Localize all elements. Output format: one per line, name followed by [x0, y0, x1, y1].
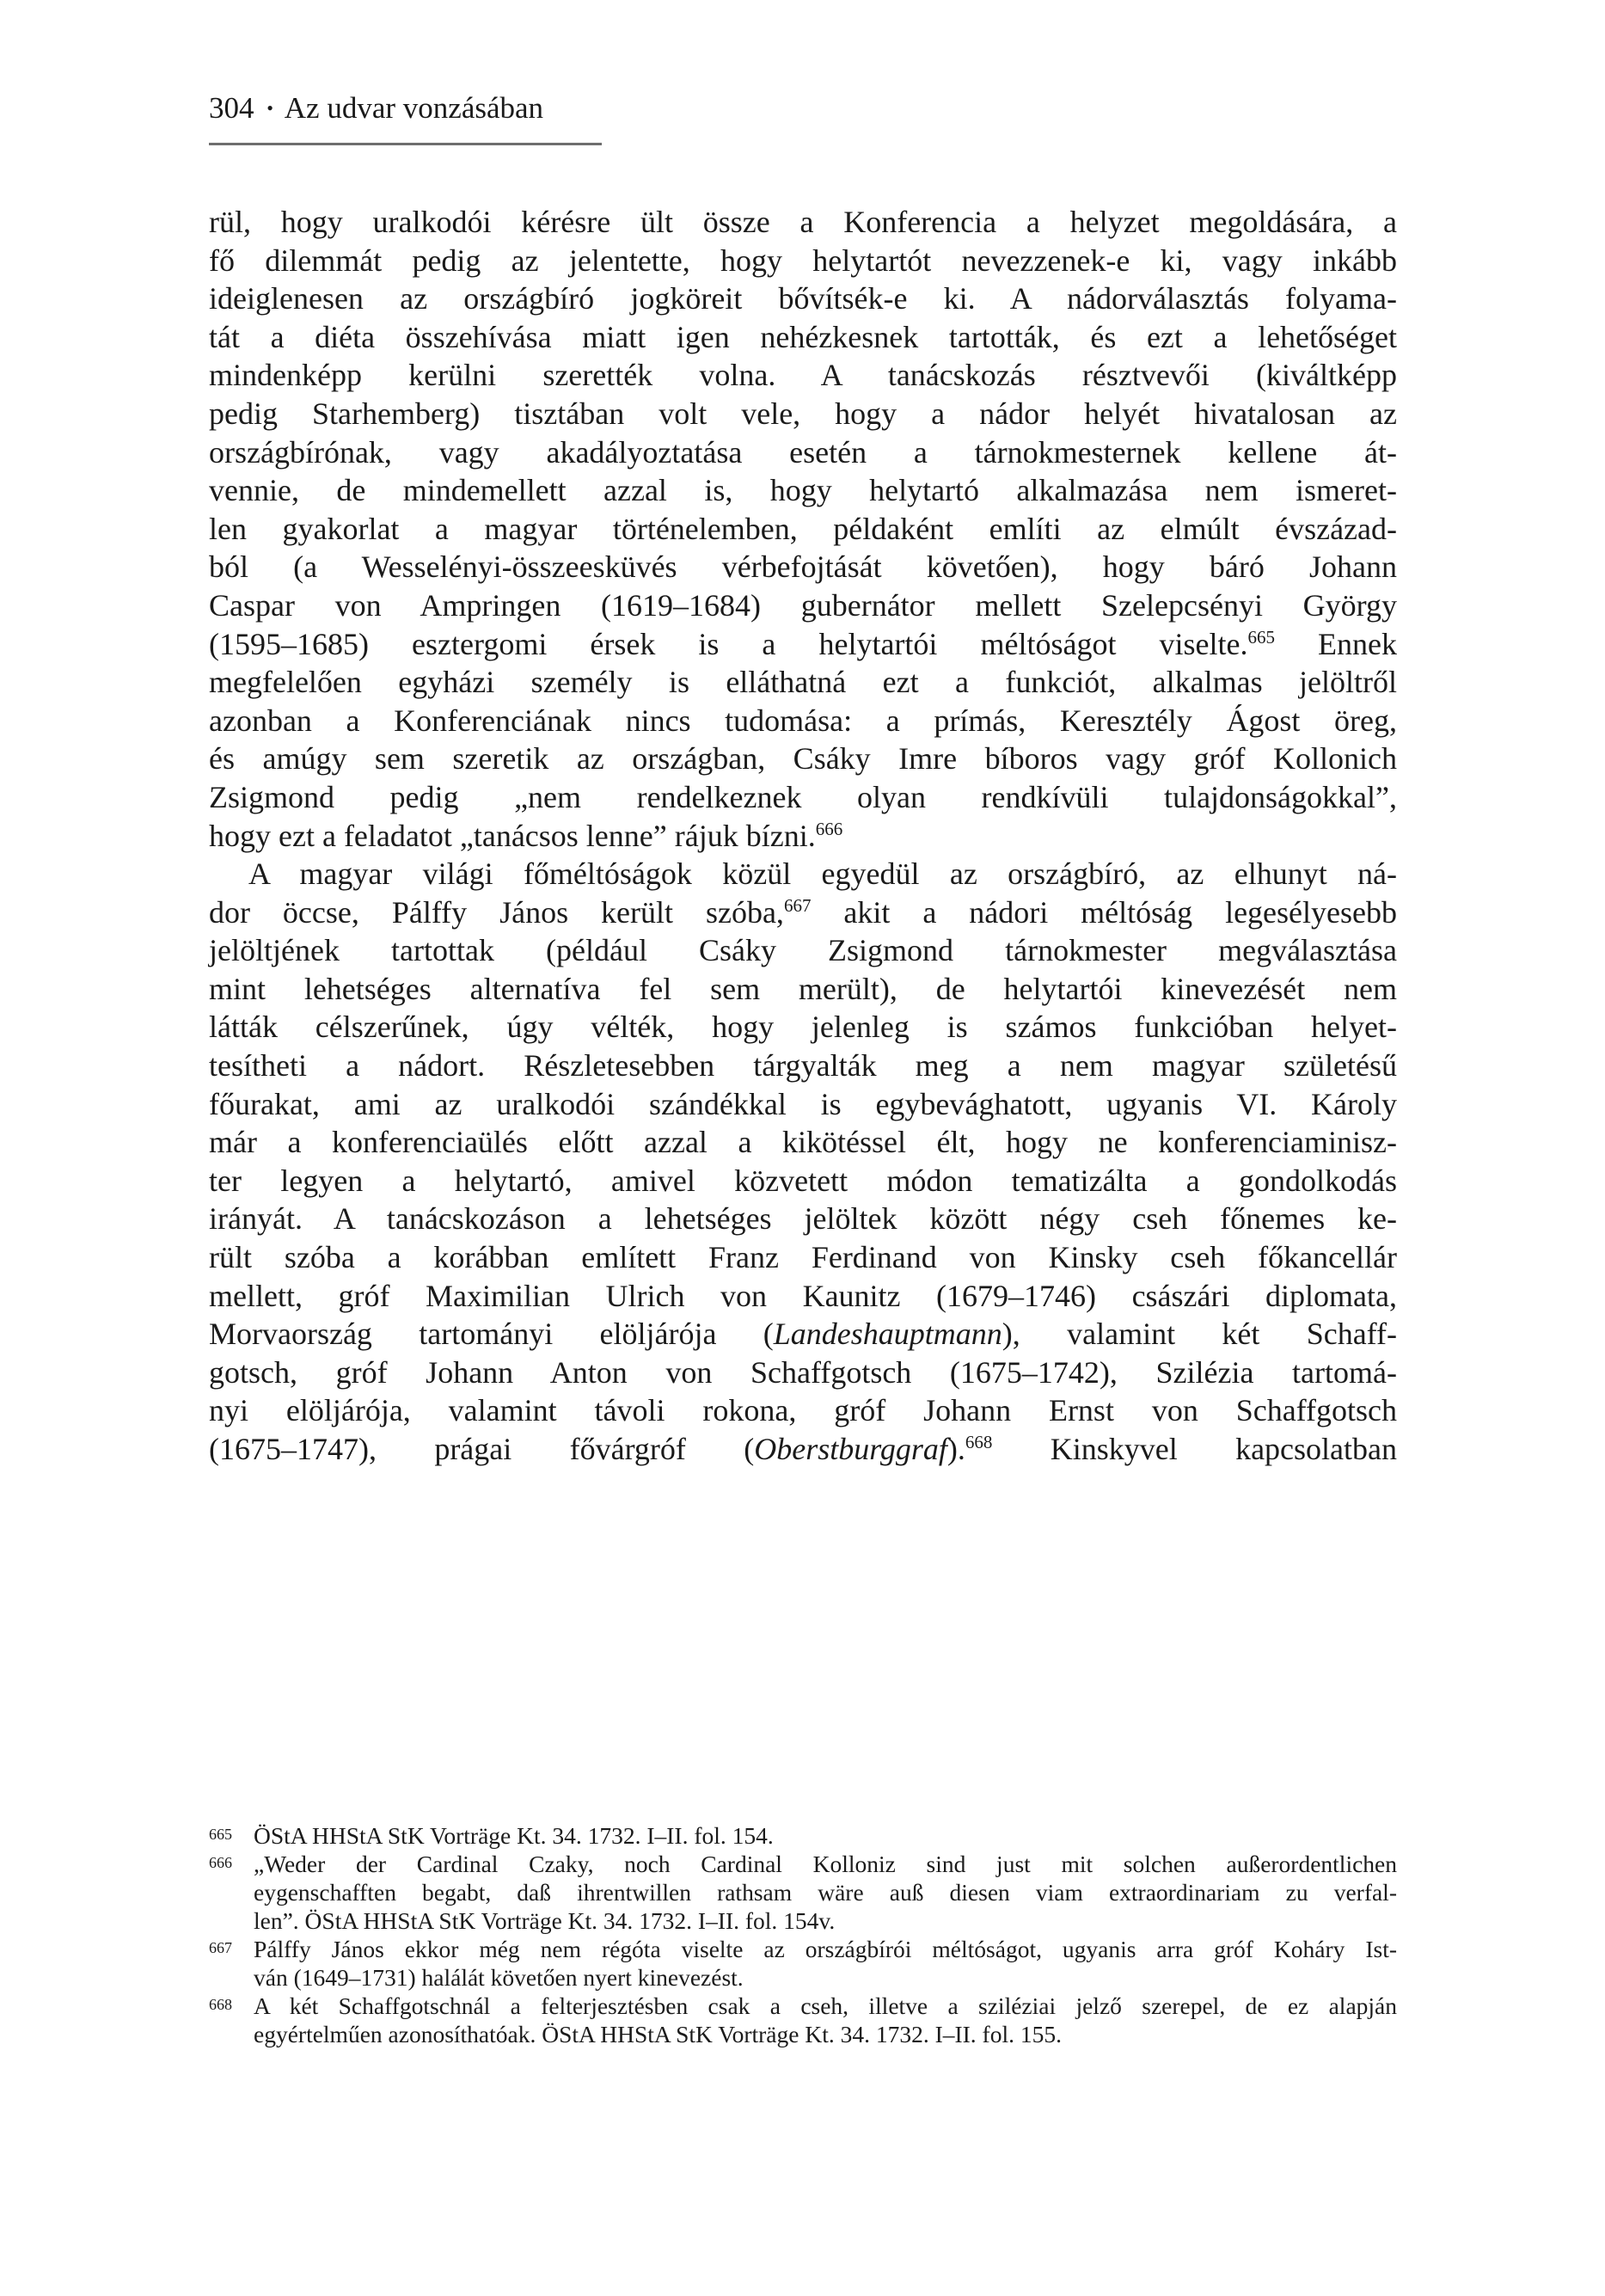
text-line: hogy ezt a feladatot „tanácsos lenne” rájuk bízni.$^{666}$	[209, 818, 843, 853]
footnote-number: 666	[209, 1854, 232, 1871]
text-line: és amúgy sem szeretik az országban, Csáky Imre bíboros vagy gróf Kollonich	[209, 741, 1397, 777]
text-line: főurakat, ami az uralkodói szándékkal is egybevághatott, ugyanis VI. Károly	[209, 1086, 1397, 1121]
footnote-line: egyértelműen azonosíthatóak. ÖStA HHStA StK Vorträge Kt. 34. 1732. I–II. fol. 155.	[254, 2021, 1062, 2047]
footnote-number: 668	[209, 1996, 232, 2013]
footnote-line: eygenschafften begabt, daß ihrentwillen rathsam wäre auß diesen viam extraordinariam zu verfal-	[254, 1879, 1397, 1906]
bullet-separator-icon: •	[266, 97, 273, 119]
text-line: irányát. A tanácskozáson a lehetséges jelöltek között négy cseh főnemes ke-	[209, 1201, 1397, 1237]
footnote-ref-667[interactable]: 667	[783, 894, 812, 916]
text-line: vennie, de mindemellett azzal is, hogy helytartó alkalmazása nem ismeret-	[209, 473, 1397, 508]
footnote-668	[209, 1992, 1397, 2048]
footnote-line: A két Schaffgotschnál a felterjesztésben csak a cseh, illetve a sziléziai jelző szerepel, de ez alapján	[254, 1992, 1397, 2019]
text-line: rül, hogy uralkodói kérésre ült össze a Konferencia a helyzet megoldására, a	[209, 205, 1397, 239]
text-line: országbírónak, vagy akadályoztatása esetén a tárnokmesternek kellene át-	[209, 434, 1397, 470]
paragraph-start-line: A magyar világi főméltóságok közül egyedül az országbíró, az elhunyt ná-	[248, 856, 1397, 892]
italic-term: Oberstburggraf	[754, 1432, 947, 1466]
text-line: ideiglenesen az országbíró jogköreit bővítsék-e ki. A nádorválasztás folyama-	[209, 281, 1397, 316]
text-line: megfelelően egyházi személy is elláthatná ezt a funkciót, alkalmas jelöltről	[209, 665, 1397, 700]
footnote-ref-668[interactable]: 668	[965, 1432, 993, 1452]
text-line: ter legyen a helytartó, amivel közvetett módon tematizálta a gondolkodás	[209, 1163, 1397, 1198]
footnote-665	[209, 1821, 1397, 1850]
text-line: len gyakorlat a magyar történelemben, példaként említi az elmúlt évszázad-	[209, 511, 1397, 546]
header-rule	[209, 143, 602, 145]
footnote-line: ÖStA HHStA StK Vorträge Kt. 34. 1732. I–II. fol. 154.	[254, 1822, 774, 1849]
footnote-number: 665	[209, 1826, 232, 1843]
text-line: rült szóba a korábban említett Franz Ferdinand von Kinsky cseh főkancellár	[209, 1240, 1397, 1275]
text-line: dor öccse, Pálffy János került szóba,$^{667}$ akit a nádori méltóság legesélyesebb	[209, 894, 1397, 930]
text-line: fő dilemmát pedig az jelentette, hogy helytartót nevezzenek-e ki, vagy inkább	[209, 242, 1397, 278]
body-text	[209, 203, 1397, 1469]
footnote-line: Pálffy János ekkor még nem régóta viselte az országbírói méltóságot, ugyanis arra gróf Koháry Ist-	[254, 1936, 1397, 1962]
text-line: nyi elöljárója, valamint távoli rokona, gróf Johann Ernst von Schaffgotsch	[209, 1393, 1397, 1428]
text-line: jelöltjének tartottak (például Csáky Zsigmond tárnokmester megválasztása	[209, 933, 1397, 968]
footnote-ref-666[interactable]: 666	[815, 818, 843, 839]
footnote-line: len”. ÖStA HHStA StK Vorträge Kt. 34. 1732. I–II. fol. 154v.	[254, 1907, 836, 1934]
text-line: ból (a Wesselényi-összeesküvés vérbefojtását követően), hogy báró Johann	[209, 549, 1397, 585]
text-line: tesítheti a nádort. Részletesebben tárgyalták meg a nem magyar születésű	[209, 1048, 1397, 1084]
text-line: mindenképp kerülni szerették volna. A tanácskozás résztvevői (kiváltképp	[209, 358, 1397, 393]
text-line: gotsch, gróf Johann Anton von Schaffgotsch (1675–1742), Szilézia tartomá-	[209, 1354, 1397, 1390]
footnote-667	[209, 1935, 1397, 1992]
footnote-line: ván (1649–1731) halálát követően nyert kinevezést.	[254, 1964, 744, 1991]
italic-term: Landeshauptmann	[773, 1317, 1002, 1352]
footnote-ref-665[interactable]: 665	[1247, 626, 1275, 648]
footnote-line: „Weder der Cardinal Czaky, noch Cardinal Kolloniz sind just mit solchen außerordentlichen	[254, 1851, 1397, 1877]
footnotes	[209, 1821, 1397, 2048]
page-number: 304	[209, 91, 254, 125]
text-line: már a konferenciaülés előtt azzal a kikötéssel élt, hogy ne konferenciaminisz-	[209, 1125, 1397, 1160]
running-head	[209, 89, 543, 127]
text-line: mellett, gróf Maximilian Ulrich von Kaunitz (1679–1746) császári diplomata,	[209, 1278, 1397, 1313]
text-line: (1595–1685) esztergomi érsek is a helytartói méltóságot viselte.$^{665}$ Ennek	[209, 626, 1397, 661]
text-line: Caspar von Ampringen (1619–1684) gubernátor mellett Szelepcsényi György	[209, 587, 1397, 623]
text-line: mint lehetséges alternatíva fel sem merült), de helytartói kinevezését nem	[209, 971, 1397, 1006]
footnote-number: 667	[209, 1939, 232, 1956]
text-line: pedig Starhemberg) tisztában volt vele, hogy a nádor helyét hivatalosan az	[209, 396, 1397, 431]
text-line: Zsigmond pedig „nem rendelkeznek olyan rendkívüli tulajdonságokkal”,	[209, 779, 1397, 814]
chapter-title: Az udvar vonzásában	[284, 91, 544, 125]
text-line: tát a diéta összehívása miatt igen nehézkesnek tartották, és ezt a lehetőséget	[209, 319, 1397, 354]
footnote-666	[209, 1850, 1397, 1935]
text-line: látták célszerűnek, úgy vélték, hogy jelenleg is számos funkcióban helyet-	[209, 1010, 1397, 1045]
text-line: azonban a Konferenciának nincs tudomása: a prímás, Keresztély Ágost öreg,	[209, 703, 1397, 738]
text-line: Morvaország tartományi elöljárója (Landeshauptmann), valamint két Schaff-	[209, 1317, 1397, 1352]
text-line: (1675–1747), prágai fővárgróf (Oberstburggraf).$^{668}$ Kinskyvel kapcsolatban	[209, 1432, 1397, 1466]
